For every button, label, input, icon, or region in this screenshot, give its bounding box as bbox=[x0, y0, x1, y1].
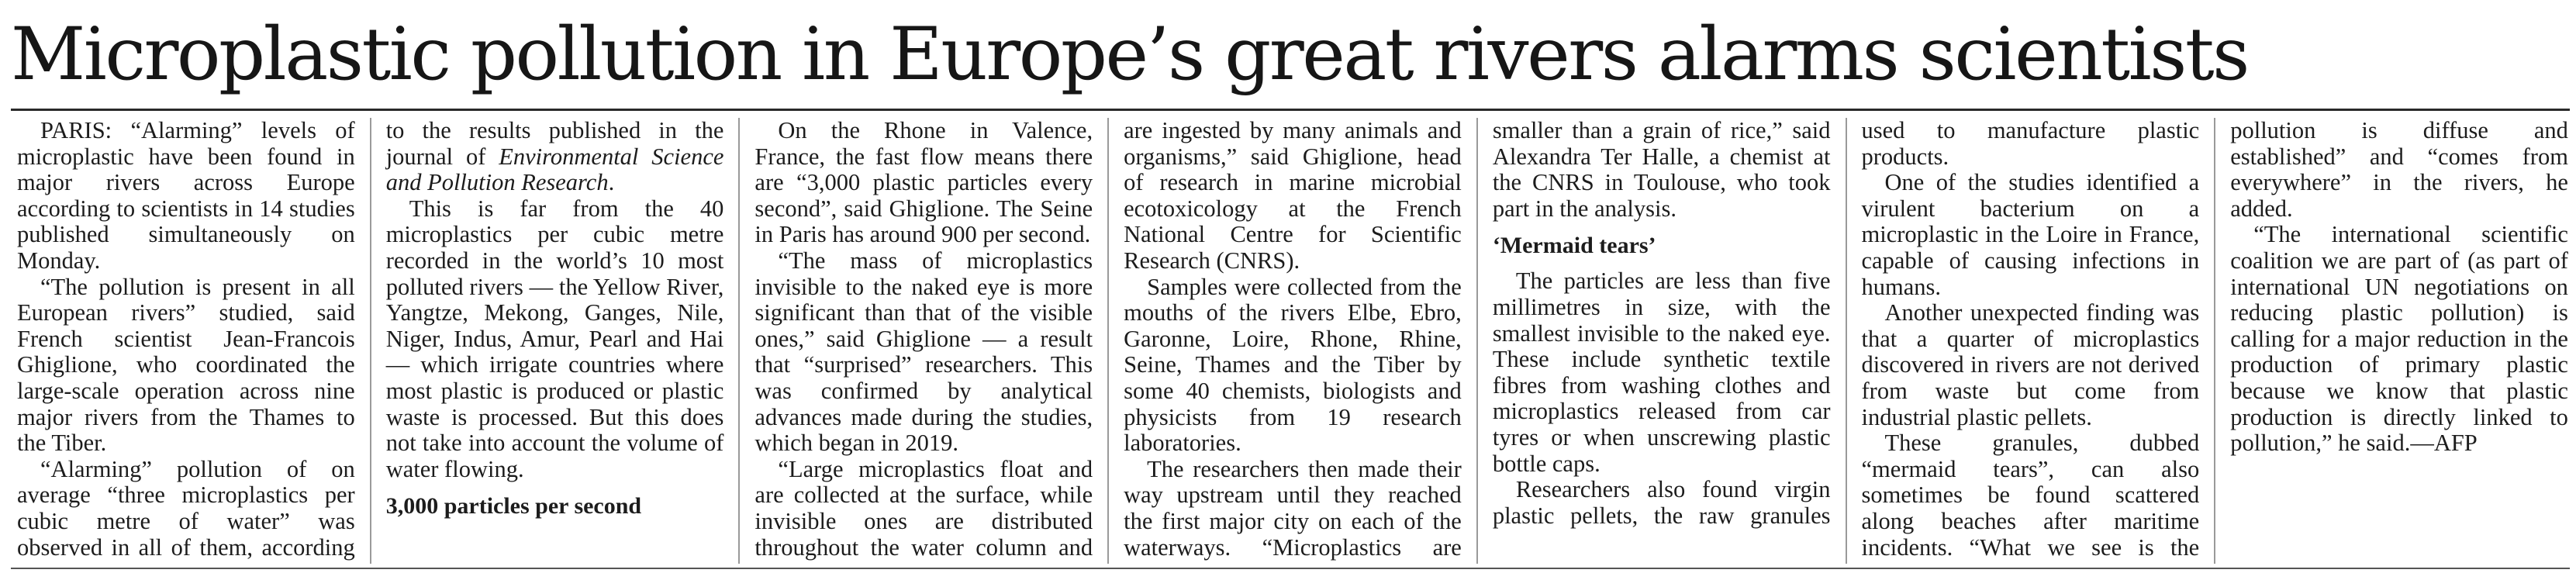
headline-rule bbox=[11, 109, 2570, 111]
paragraph-3-end: . bbox=[608, 169, 615, 196]
paragraph-1 bbox=[17, 118, 355, 274]
paragraph-14: These granules, dubbed “mermaid tears”, can also sometimes be found scattered along beaches after maritime incidents. “What we see is the pollution is diffuse and established” and “comes from everywhere” in the rivers, he added. bbox=[1861, 117, 2568, 561]
headline: Microplastic pollution in Europe’s great rivers alarms scientists bbox=[11, 12, 2248, 97]
paragraph-2: “The pollution is present in all European rivers” studied, said French scientist Jean-Francois Ghiglione, who coordinated the large-scale operation across nine major rivers from the Thames to the Tiber. bbox=[17, 273, 355, 457]
paragraph-1-text: “Alarming” levels of microplastic have been found in major rivers across Europe according to scientists in 14 studies published simultaneously on Monday. bbox=[17, 117, 355, 274]
paragraph-12: One of the studies identified a virulent bacterium on a microplastic in the Loire in France, capable of causing infections in humans. bbox=[1861, 169, 2200, 300]
paragraph-9: The researchers then made their way upstream until they reached the first major city on each of the waterways. “Microplastics are smaller than a grain of rice,” said Alexandra Ter Halle, a chemist at the CNRS in Toulouse, who took part in the analysis. bbox=[1124, 117, 1831, 561]
paragraph-4: This is far from the 40 microplastics per cubic metre recorded in the world’s 10 most polluted rivers — the Yellow River, Yangtze, Mekong, Ganges, Nile, Niger, Indus, Amur, Pearl and Hai — which irrigate countries where most plastic is produced or plastic waste is processed. But this does not take into account the volume of water flowing. bbox=[385, 195, 724, 482]
paragraph-3-text: “Alarming” pollution of on average “three microplastics per cubic metre of water” was observed in all of them, according to the results published in the journal of bbox=[17, 117, 724, 561]
dateline: PARIS: bbox=[40, 117, 112, 143]
paragraph-8: Samples were collected from the mouths of the rivers Elbe, Ebro, Garonne, Loire, Rhone, Rhine, Seine, Thames and the Tiber by some 40 chemists, biologists and physicists from 19 research laboratories. bbox=[1124, 273, 1462, 457]
subheading-mermaid-tears: ‘Mermaid tears’ bbox=[1492, 233, 1656, 259]
article-body bbox=[17, 118, 2568, 564]
paragraph-10: The particles are less than five millimetres in size, with the smallest invisible to the naked eye. These include synthetic textile fibres from washing clothes and microplastics released from car tyres or when unscrewing plastic bottle caps. bbox=[1492, 268, 1831, 477]
bottom-rule bbox=[11, 568, 2570, 569]
journal-name: Environmental Science and Pollution Research bbox=[385, 143, 724, 196]
paragraph-5: On the Rhone in Valence, France, the fast flow means there are “3,000 plastic particles every second”, said Ghiglione. The Seine in Paris has around 900 per second. bbox=[754, 117, 1093, 248]
paragraph-11: Researchers also found virgin plastic pellets, the raw granules used to manufacture plastic products. bbox=[1492, 117, 2200, 529]
subheading-particles: 3,000 particles per second bbox=[385, 493, 642, 520]
paragraph-15: “The international scientific coalition we are part of (as part of international UN negotiations on reducing plastic pollution) is calling for a major reduction in the production of primary plastic because we know that plastic production is directly linked to pollution,” he said.—AFP bbox=[2230, 221, 2568, 457]
paragraph-7: “Large microplastics float and are collected at the surface, while invisible ones are distributed throughout the water column and are ingested by many animals and organisms,” said Ghiglione, head of research in marine microbial ecotoxicology at the French National Centre for Scientific Research (CNRS). bbox=[754, 117, 1462, 561]
paragraph-6: “The mass of microplastics invisible to the naked eye is more significant than that of the visible ones,” said Ghiglione — a result that “surprised” researchers. This was confirmed by analytical advances made during the studies, which began in 2019. bbox=[754, 247, 1093, 457]
paragraph-13: Another unexpected finding was that a quarter of microplastics discovered in rivers are not derived from waste but come from industrial plastic pellets. bbox=[1861, 299, 2200, 430]
